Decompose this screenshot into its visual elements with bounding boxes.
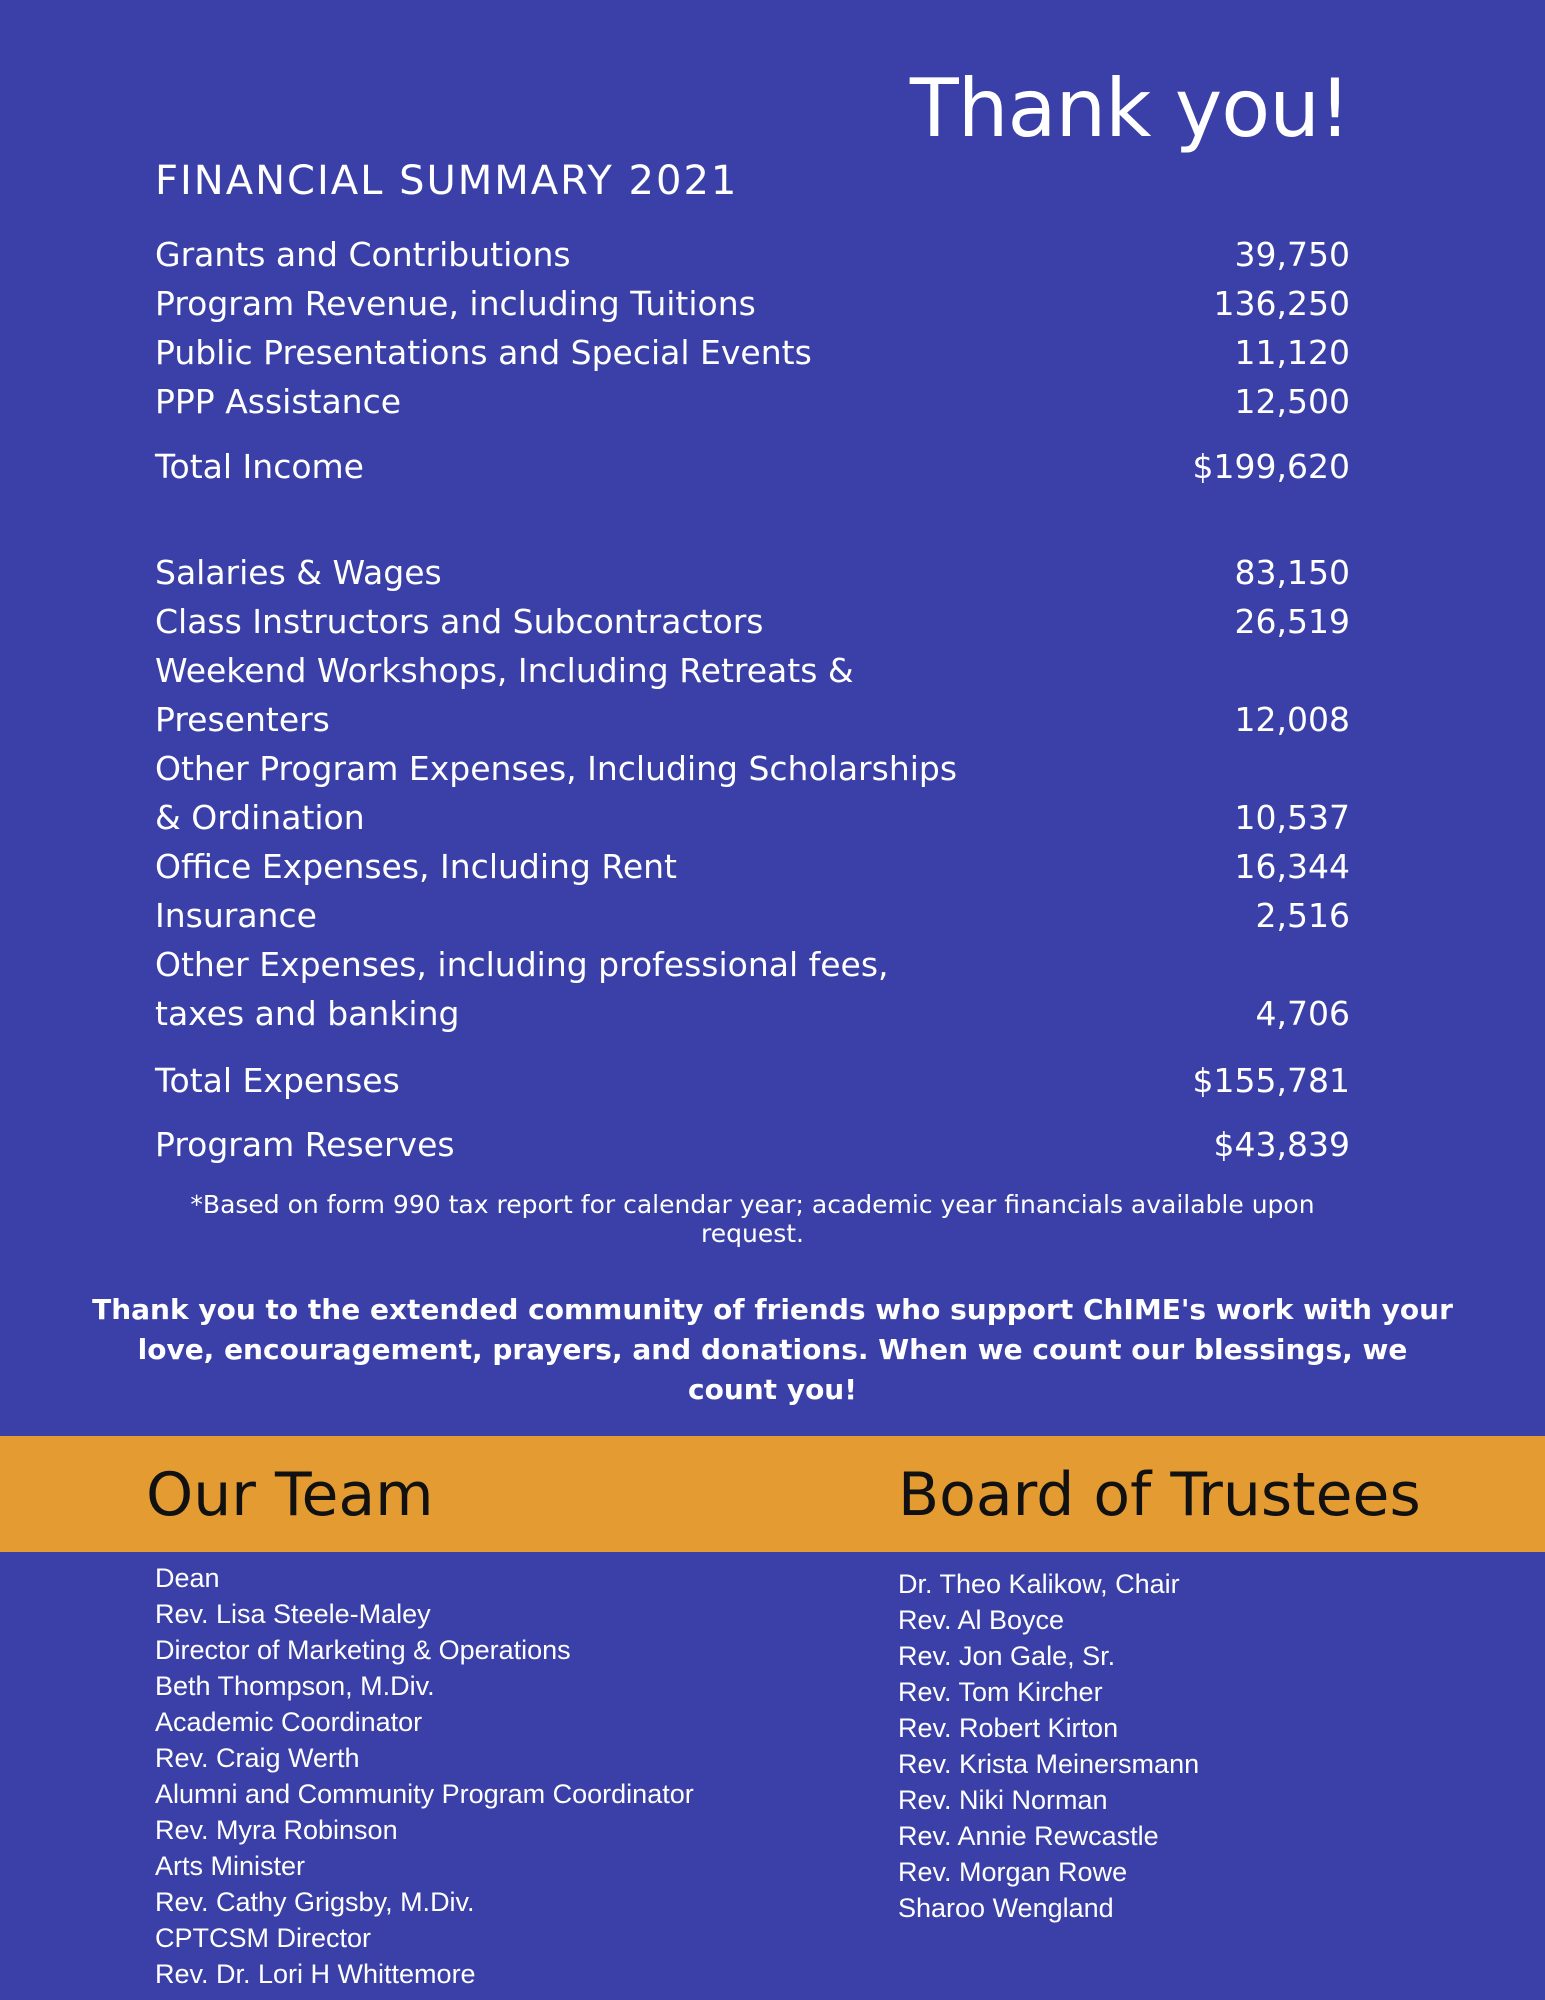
list-item: Rev. Jon Gale, Sr. xyxy=(898,1641,1116,1671)
row-amount: 16,344 xyxy=(1234,847,1350,886)
expenses-table xyxy=(155,548,1350,1038)
program-reserves-label: Program Reserves xyxy=(155,1125,455,1164)
total-expenses-row xyxy=(155,1056,1350,1105)
list-item: Dean xyxy=(155,1563,220,1593)
list-item: Rev. Morgan Rowe xyxy=(898,1857,1128,1887)
row-label: Insurance xyxy=(155,896,317,935)
row-label: Program Revenue, including Tuitions xyxy=(155,284,756,323)
table-row xyxy=(155,744,1350,842)
thanks-message: Thank you to the extended community of friends who support ChIME's work with your love, encouragement, prayers, and donations. When we count our blessings, we count you! xyxy=(92,1293,1453,1406)
list-item: Rev. Al Boyce xyxy=(898,1605,1065,1635)
list-item: Rev. Lisa Steele-Maley xyxy=(155,1599,431,1629)
list-item: Rev. Myra Robinson xyxy=(155,1815,398,1845)
row-amount: 11,120 xyxy=(1234,333,1350,372)
table-row xyxy=(155,842,1350,891)
list-item: Beth Thompson, M.Div. xyxy=(155,1671,435,1701)
list-item: Rev. Annie Rewcastle xyxy=(898,1821,1159,1851)
list-item: Rev. Tom Kircher xyxy=(898,1677,1103,1707)
table-row xyxy=(155,230,1350,279)
list-item: Academic Coordinator xyxy=(155,1707,423,1737)
list-item: Rev. Dr. Lori H Whittemore xyxy=(155,1959,476,1989)
row-label: Office Expenses, Including Rent xyxy=(155,847,677,886)
row-label: Weekend Workshops, Including Retreats & Presenters xyxy=(155,651,854,739)
total-income-amount: $199,620 xyxy=(1192,447,1350,486)
board-list xyxy=(898,1566,1199,1926)
our-team-title: Our Team xyxy=(146,1460,434,1530)
list-item: Alumni and Community Program Coordinator xyxy=(155,1779,694,1809)
table-row xyxy=(155,377,1350,426)
table-row xyxy=(155,646,1350,744)
income-table xyxy=(155,230,1350,426)
row-amount: 26,519 xyxy=(1234,602,1350,641)
row-label: PPP Assistance xyxy=(155,382,402,421)
row-amount: 39,750 xyxy=(1234,235,1350,274)
row-amount: 2,516 xyxy=(1255,896,1350,935)
footnote: *Based on form 990 tax report for calendar year; academic year financials available upon request. xyxy=(190,1190,1315,1248)
row-amount: 12,500 xyxy=(1234,382,1350,421)
team-list xyxy=(155,1560,694,1992)
thank-you-title: Thank you! xyxy=(909,62,1350,155)
table-row xyxy=(155,328,1350,377)
list-item: Sharoo Wengland xyxy=(898,1893,1114,1923)
total-expenses-label: Total Expenses xyxy=(155,1061,400,1100)
total-income-label: Total Income xyxy=(155,447,364,486)
list-item: Rev. Craig Werth xyxy=(155,1743,360,1773)
list-item: Director of Marketing & Operations xyxy=(155,1635,571,1665)
list-item: Arts Minister xyxy=(155,1851,306,1881)
table-row xyxy=(155,891,1350,940)
row-label: Public Presentations and Special Events xyxy=(155,333,812,372)
total-expenses-amount: $155,781 xyxy=(1192,1061,1350,1100)
list-item: Dr. Theo Kalikow, Chair xyxy=(898,1569,1180,1599)
table-row xyxy=(155,940,1350,1038)
row-label: Other Program Expenses, Including Scholarships & Ordination xyxy=(155,749,958,837)
list-item: Rev. Cathy Grigsby, M.Div. xyxy=(155,1887,475,1917)
list-item: Rev. Niki Norman xyxy=(898,1785,1108,1815)
row-label: Grants and Contributions xyxy=(155,235,571,274)
list-item: Rev. Krista Meinersmann xyxy=(898,1749,1200,1779)
board-of-trustees-title: Board of Trustees xyxy=(898,1460,1421,1530)
list-item: Rev. Robert Kirton xyxy=(898,1713,1119,1743)
row-amount: 136,250 xyxy=(1213,284,1350,323)
total-income-row xyxy=(155,442,1350,491)
row-amount: 4,706 xyxy=(1255,994,1350,1033)
list-item: CPTCSM Director xyxy=(155,1923,372,1953)
program-reserves-amount: $43,839 xyxy=(1213,1125,1350,1164)
table-row xyxy=(155,548,1350,597)
row-label: Class Instructors and Subcontractors xyxy=(155,602,764,641)
row-label: Salaries & Wages xyxy=(155,553,442,592)
row-amount: 12,008 xyxy=(1234,700,1350,739)
financial-summary-heading: FINANCIAL SUMMARY 2021 xyxy=(155,158,739,204)
row-amount: 10,537 xyxy=(1234,798,1350,837)
row-amount: 83,150 xyxy=(1234,553,1350,592)
table-row xyxy=(155,597,1350,646)
program-reserves-row xyxy=(155,1120,1350,1169)
table-row xyxy=(155,279,1350,328)
row-label: Other Expenses, including professional fees, taxes and banking xyxy=(155,945,889,1033)
